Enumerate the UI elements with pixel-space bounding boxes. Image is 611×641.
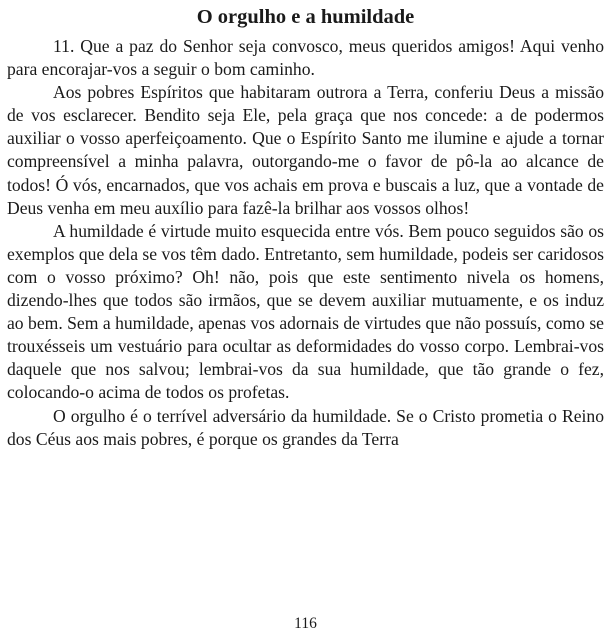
page-number: 116 — [294, 615, 317, 632]
body-text — [7, 35, 604, 451]
paragraph: O orgulho é o terrível adversário da humildade. Se o Cristo prometia o Reino dos Céus aos mais pobres, é porque os grandes da Terra — [7, 405, 604, 449]
paragraph: Aos pobres Espíritos que habitaram outrora a Terra, conferiu Deus a missão de vos esclarecer. Bendito seja Ele, pela graça que nos concede: a de podermos auxiliar o vosso aperfeiçoamento. Que o Espírito Santo me ilumine e ajude a tornar compreensível a minha palavra, outorgando-me o favor de pô-la ao alcance de todos! Ó vós, encarnados, que vos achais em prova e buscais a luz, que a vontade de Deus venha em meu auxílio para fazê-la brilhar aos vossos olhos! — [7, 82, 604, 218]
paragraph: 11. Que a paz do Senhor seja convosco, meus queridos amigos! Aqui venho para encorajar-vos a seguir o bom caminho. — [7, 36, 604, 80]
section-title: O orgulho e a humildade — [196, 6, 415, 28]
paragraph: A humildade é virtude muito esquecida entre vós. Bem pouco seguidos são os exemplos que dela se vos têm dado. Entretanto, sem humildade, podeis ser caridosos com o vosso próximo? Oh! não, pois que este sentimento nivela os homens, dizendo-lhes que todos são irmãos, que se devem auxiliar mutuamente, e os induz ao bem. Sem a humildade, apenas vos adornais de virtudes que não possuís, como se trouxésseis um vestuário para ocultar as deformidades do vosso corpo. Lembrai-vos daquele que nos salvou; lembrai-vos da sua humildade, que tão grande o fez, colocando-o acima de todos os profetas. — [7, 220, 604, 403]
